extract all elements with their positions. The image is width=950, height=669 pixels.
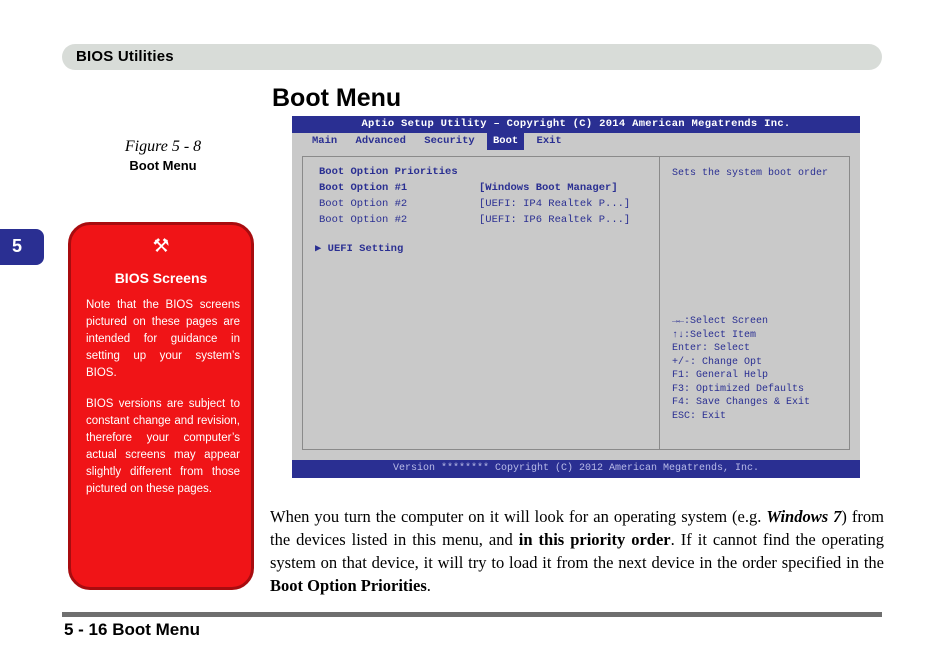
note-paragraph-1: Note that the BIOS screens pictured on these pages are intended for guidance in setting up your system’s BIOS. (86, 299, 240, 379)
page-title: Boot Menu (272, 84, 402, 112)
bios-key-save-changes-exit: F4: Save Changes & Exit (672, 397, 811, 408)
bios-menubar (292, 133, 860, 150)
body-text-4: . (426, 576, 431, 595)
bios-right-pane (660, 156, 850, 450)
chapter-tab (0, 229, 44, 265)
bios-boot-option-2[interactable] (319, 198, 631, 210)
bios-titlebar: Aptio Setup Utility – Copyright (C) 2014 American Megatrends Inc. (292, 116, 860, 133)
body-text-3: . If it cannot find the operating system on that device, it will try to load it from the next device in the order specified in the (270, 530, 884, 572)
bios-boot-option-2-label: Boot Option #2 (319, 198, 408, 210)
page-header-bar (62, 44, 882, 70)
note-body (86, 297, 240, 512)
note-paragraph-2: BIOS versions are subject to constant change and revision, therefore your computer’s actual screens may appear slightly different from those pictured on these pages. (86, 398, 240, 495)
page-header-title: BIOS Utilities (76, 48, 174, 65)
bios-key-general-help: F1: General Help (672, 370, 769, 381)
bios-menu-main[interactable]: Main (312, 135, 338, 147)
bios-boot-option-3-value: [UEFI: IP6 Realtek P...] (479, 214, 631, 226)
bios-boot-option-3[interactable] (319, 214, 631, 226)
bios-boot-option-3-label: Boot Option #2 (319, 214, 408, 226)
bios-section-title: Boot Option Priorities (319, 166, 458, 178)
bios-footer: Version ******** Copyright (C) 2012 American Megatrends, Inc. (292, 460, 860, 478)
body-emphasis-windows7: Windows 7 (766, 507, 842, 526)
body-bold-priority-order: in this priority order (518, 530, 671, 549)
footer-divider (62, 612, 882, 617)
figure-name: Boot Menu (129, 158, 197, 173)
bios-menu-security[interactable]: Security (424, 135, 475, 147)
bios-key-legend (672, 315, 810, 423)
bios-key-select-screen: →←:Select Screen (672, 316, 769, 327)
bios-uefi-setting-item[interactable] (315, 242, 403, 255)
bios-boot-option-1-label: Boot Option #1 (319, 182, 408, 194)
figure-caption (72, 138, 254, 173)
figure-number: Figure 5 - 8 (124, 138, 202, 155)
chapter-tab-number: 5 (12, 236, 23, 256)
bios-menu-boot[interactable]: Boot (487, 133, 524, 150)
bios-help-text: Sets the system boot order (672, 168, 829, 179)
bios-key-change-opt: +/-: Change Opt (672, 356, 763, 368)
bios-boot-option-1-value: [Windows Boot Manager] (479, 182, 618, 194)
body-paragraph (270, 505, 884, 597)
bios-key-enter-select: Enter: Select (672, 343, 751, 354)
bios-left-pane (302, 156, 660, 450)
warning-bell-icon: ⚒ (152, 236, 170, 257)
triangle-right-icon: ▶ (315, 243, 322, 255)
footer-page-label: 5 - 16 Boot Menu (64, 620, 201, 639)
bios-key-select-item: ↑↓:Select Item (672, 329, 757, 341)
note-box (68, 222, 254, 590)
bios-boot-option-1[interactable] (319, 182, 618, 194)
body-text-2: ) from the devices listed in this menu, and (270, 507, 884, 549)
bios-key-esc-exit: ESC: Exit (672, 410, 727, 422)
bios-key-optimized-defaults: F3: Optimized Defaults (672, 383, 805, 395)
bios-menu-exit[interactable]: Exit (536, 135, 562, 147)
note-title: BIOS Screens (114, 270, 208, 286)
bios-menu-advanced[interactable]: Advanced (355, 135, 406, 147)
bios-uefi-setting-label: UEFI Setting (327, 243, 404, 255)
body-text-1: When you turn the computer on it will look for an operating system (e.g. (270, 507, 767, 526)
bios-screenshot-figure (292, 116, 860, 478)
body-bold-boot-option-priorities: Boot Option Priorities (270, 576, 427, 595)
bios-boot-option-2-value: [UEFI: IP4 Realtek P...] (479, 198, 631, 210)
